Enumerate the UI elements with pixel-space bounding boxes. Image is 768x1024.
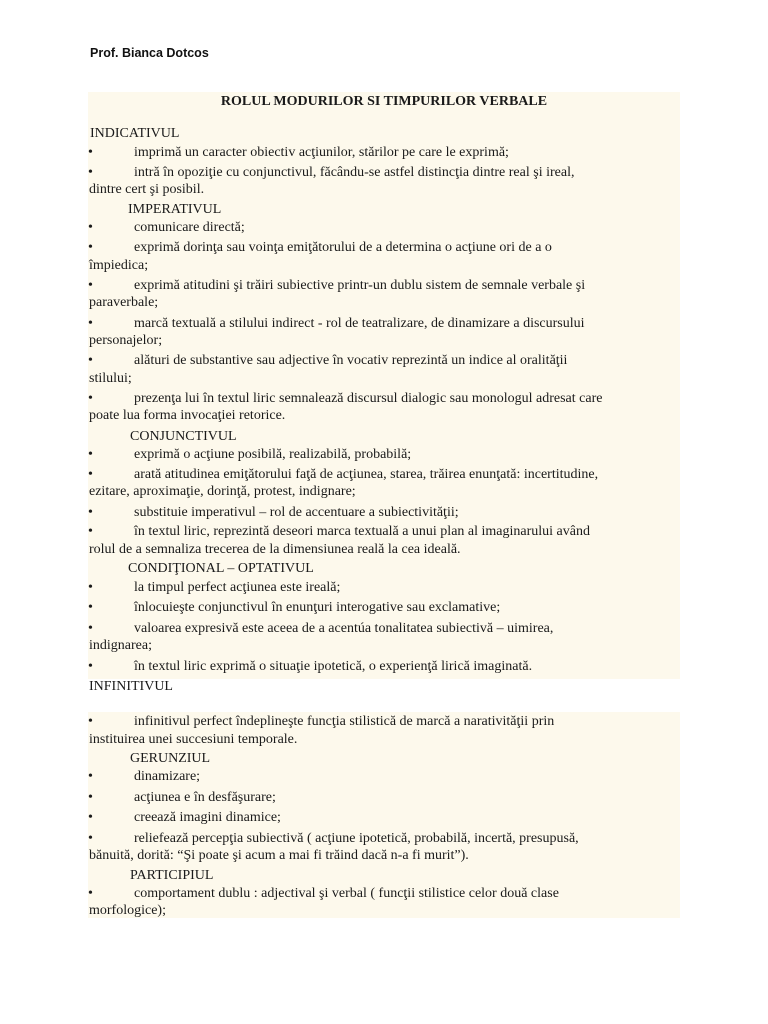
- list-item-continuation: instituirea unei succesiuni temporale.: [89, 732, 298, 747]
- list-item-continuation: rolul de a semnaliza trecerea de la dimensiunea reală la cea ideală.: [89, 542, 461, 557]
- bullet-icon: •: [88, 278, 93, 293]
- list-item-continuation: stilului;: [89, 371, 132, 386]
- heading-indicativ: INDICATIVUL: [90, 126, 180, 141]
- content-block-secondary: • infinitivul perfect îndeplineşte funcţia stilistică de marcă a narativităţii prin instituirea unei succesiuni temporale. GERUNZIUL • dinamizare; • acţiunea e în desfăşurare; • creează imagini dinamice; • reliefează percepţia subiectivă ( acţiune ipotetică, probabilă, incertă, presupusă, bănuită, dorită: “Şi poate şi acum a mai fi trăind dacă n-a fi murit”). PARTICIPIUL • comportament dublu : adjectival şi verbal ( funcţii stilistice celor două clase morfologice);: [88, 712, 680, 918]
- heading-conditional: CONDIŢIONAL – OPTATIVUL: [128, 561, 314, 576]
- bullet-icon: •: [88, 145, 93, 160]
- list-item-continuation: bănuită, dorită: “Şi poate şi acum a mai fi trăind dacă n-a fi murit”).: [89, 848, 469, 863]
- bullet-icon: •: [88, 391, 93, 406]
- heading-gerunziu: GERUNZIUL: [130, 751, 211, 766]
- bullet-icon: •: [88, 810, 93, 825]
- bullet-icon: •: [88, 886, 93, 901]
- bullet-icon: •: [88, 220, 93, 235]
- bullet-icon: •: [88, 659, 93, 674]
- list-item-continuation: indignarea;: [89, 638, 152, 653]
- bullet-icon: •: [88, 714, 93, 729]
- list-item-continuation: împiedica;: [89, 258, 149, 273]
- bullet-icon: •: [88, 447, 93, 462]
- bullet-icon: •: [88, 240, 93, 255]
- heading-participiu: PARTICIPIUL: [130, 868, 214, 883]
- bullet-icon: •: [88, 316, 93, 331]
- bullet-icon: •: [88, 831, 93, 846]
- bullet-icon: •: [88, 580, 93, 595]
- list-item-continuation: poate lua forma invocaţiei retorice.: [89, 408, 286, 423]
- bullet-icon: •: [88, 505, 93, 520]
- list-item-continuation: personajelor;: [89, 333, 163, 348]
- bullet-icon: •: [88, 790, 93, 805]
- bullet-icon: •: [88, 769, 93, 784]
- content-block-main: ROLUL MODURILOR SI TIMPURILOR VERBALE INDICATIVUL • imprimă un caracter obiectiv acţiunilor, stărilor pe care le exprimă; • intră în opoziţie cu conjunctivul, făcându-se astfel distincţia dintre real şi ireal, dintre cert şi posibil. IMPERATIVUL • comunicare directă; • exprimă dorinţa sau voinţa emiţătorului de a determina o acţiune ori de a o împiedica; • exprimă atitudini şi trăiri subiective printr-un dublu sistem de semnale verbale şi paraverbale; • marcă textuală a stilului indirect - rol de teatralizare, de dinamizare a discursului personajelor; • alături de substantive sau adjective în vocativ reprezintă un indice al oralităţii stilului; • prezenţa lui în textul liric semnalează discursul dialogic sau monologul adresat care poate lua forma invocaţiei retorice. CONJUNCTIVUL • exprimă o acţiune posibilă, realizabilă, probabilă; • arată atitudinea emiţătorului faţă de acţiunea, starea, trăirea enunţată: incertitudine, ezitare, aproximaţie, dorinţă, protest, indignare; • substituie imperativul – rol de accentuare a subiectivităţii; • în textul liric, reprezintă deseori marca textuală a unui plan al imaginarului având rolul de a semnaliza trecerea de la dimensiunea reală la cea ideală. CONDIŢIONAL – OPTATIVUL • la timpul perfect acţiunea este ireală; • înlocuieşte conjunctivul în enunţuri interogative sau exclamative; • valoarea expresivă este aceea de a acentúa tonalitatea subiectivă – uimirea, indignarea; • în textul liric exprimă o situaţie ipotetică, o experienţă lirică imaginată.: [88, 92, 680, 679]
- author-name: Prof. Bianca Dotcos: [90, 46, 209, 60]
- bullet-icon: •: [88, 524, 93, 539]
- heading-infinitiv: INFINITIVUL: [89, 679, 173, 694]
- bullet-icon: •: [88, 165, 93, 180]
- heading-imperativ: IMPERATIVUL: [128, 202, 222, 217]
- document-title: ROLUL MODURILOR SI TIMPURILOR VERBALE: [220, 94, 548, 109]
- list-item-continuation: dintre cert şi posibil.: [89, 182, 205, 197]
- list-item-continuation: paraverbale;: [89, 295, 159, 310]
- bullet-icon: •: [88, 621, 93, 636]
- bullet-icon: •: [88, 600, 93, 615]
- list-item-continuation: ezitare, aproximaţie, dorinţă, protest, indignare;: [89, 484, 356, 499]
- bullet-icon: •: [88, 467, 93, 482]
- heading-conjunctiv: CONJUNCTIVUL: [130, 429, 237, 444]
- list-item-continuation: morfologice);: [89, 903, 166, 918]
- bullet-icon: •: [88, 353, 93, 368]
